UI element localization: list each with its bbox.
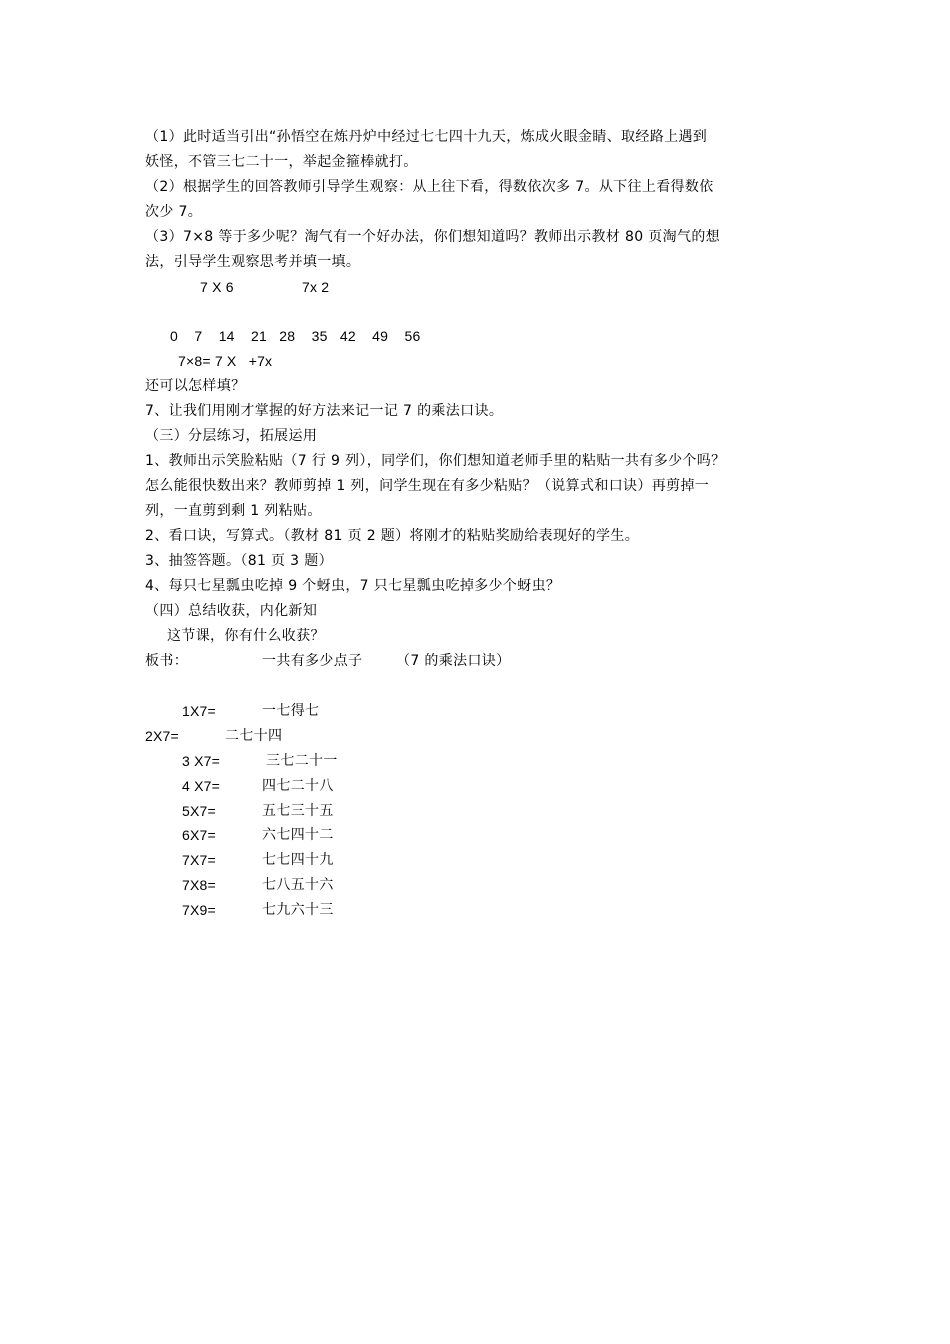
board-equation: 5X7= bbox=[182, 803, 216, 819]
board-verse: 三七二十一 bbox=[266, 753, 338, 769]
paragraph-line: 2、看口诀，写算式。（教材 81 页 2 题）将刚才的粘贴奖励给表现好的学生。 bbox=[145, 528, 640, 544]
board-label: 板书： bbox=[145, 653, 189, 669]
fill-in-equation: 7×8= 7 X +7x bbox=[178, 353, 273, 369]
board-verse: 五七三十五 bbox=[262, 803, 334, 819]
paragraph-line: 怎么能很快数出来？教师剪掉 1 列，问学生现在有多少粘贴？（说算式和口诀）再剪掉一 bbox=[145, 478, 710, 494]
paragraph-line: 妖怪，不管三七二十一，举起金箍棒就打。 bbox=[145, 154, 418, 170]
board-verse: 七七四十九 bbox=[262, 852, 334, 868]
paragraph-line: 还可以怎样填？ bbox=[145, 378, 246, 394]
board-equation: 2X7= bbox=[145, 728, 179, 744]
board-equation: 6X7= bbox=[182, 827, 216, 843]
board-equation: 4 X7= bbox=[182, 778, 220, 794]
board-equation: 1X7= bbox=[182, 703, 216, 719]
board-verse: 四七二十八 bbox=[262, 778, 334, 794]
paragraph-line: （2）根据学生的回答教师引导学生观察：从上往下看，得数依次多 7。从下往上看得数依 bbox=[145, 179, 714, 195]
board-title: 一共有多少点子 bbox=[262, 653, 363, 669]
paragraph-line: 1、教师出示笑脸粘贴（7 行 9 列），同学们，你们想知道老师手里的粘贴一共有多少个吗？ bbox=[145, 453, 726, 469]
paragraph-line: 4、每只七星瓢虫吃掉 9 个蚜虫，7 只七星瓢虫吃掉多少个蚜虫？ bbox=[145, 578, 561, 594]
paragraph-line: 次少 7。 bbox=[145, 204, 203, 220]
board-verse: 一七得七 bbox=[262, 703, 320, 719]
section-heading: （三）分层练习，拓展运用 bbox=[145, 428, 318, 444]
board-equation: 3 X7= bbox=[182, 753, 220, 769]
board-verse: 二七十四 bbox=[225, 728, 283, 744]
board-verse: 六七四十二 bbox=[262, 827, 334, 843]
expression-label: 7 X 6 bbox=[200, 279, 234, 295]
number-line-labels: 0 7 14 21 28 35 42 49 56 bbox=[170, 328, 421, 344]
expression-label: 7x 2 bbox=[302, 279, 330, 295]
paragraph-line: 7、让我们用刚才掌握的好方法来记一记 7 的乘法口诀。 bbox=[145, 403, 504, 419]
board-equation: 7X7= bbox=[182, 852, 216, 868]
section-heading: （四）总结收获，内化新知 bbox=[145, 603, 318, 619]
paragraph-line: 这节课，你有什么收获？ bbox=[167, 628, 325, 644]
board-equation: 7X9= bbox=[182, 902, 216, 918]
board-equation: 7X8= bbox=[182, 877, 216, 893]
board-verse: 七八五十六 bbox=[262, 877, 334, 893]
paragraph-line: （1）此时适当引出“孙悟空在炼丹炉中经过七七四十九天，炼成火眼金睛、取经路上遇到 bbox=[145, 129, 708, 145]
board-verse: 七九六十三 bbox=[262, 902, 334, 918]
board-subtitle: （7 的乘法口诀） bbox=[396, 653, 511, 669]
paragraph-line: 法，引导学生观察思考并填一填。 bbox=[145, 254, 361, 270]
paragraph-line: 3、抽签答题。（81 页 3 题） bbox=[145, 553, 333, 569]
paragraph-line: （3）7×8 等于多少呢？淘气有一个好办法，你们想知道吗？教师出示教材 80 页淘气的想 bbox=[145, 229, 721, 245]
paragraph-line: 列，一直剪到剩 1 列粘贴。 bbox=[145, 503, 322, 519]
